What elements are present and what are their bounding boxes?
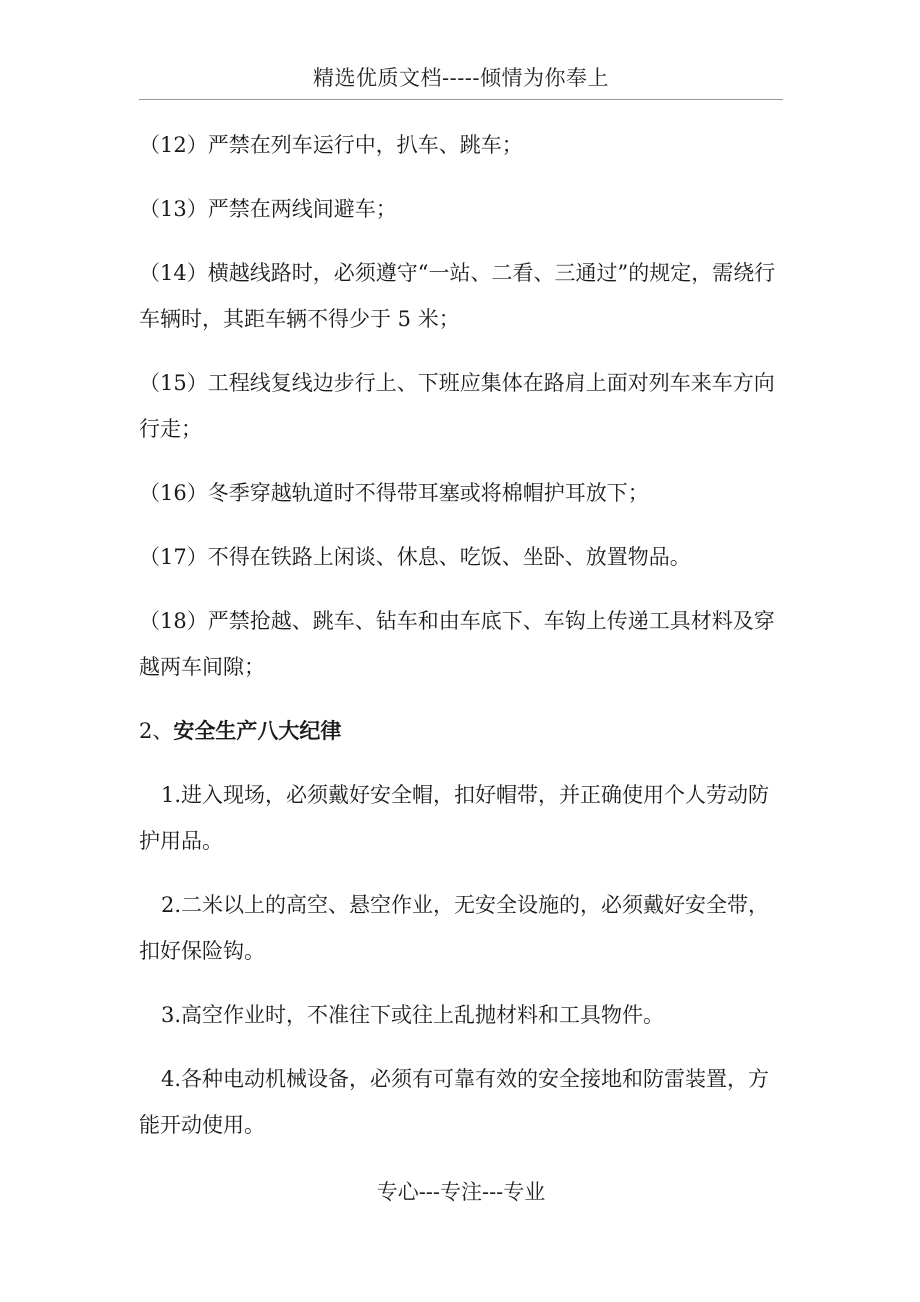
section-number: 2、 [139, 719, 174, 743]
section-heading [139, 708, 783, 754]
section-title: 安全生产八大纪律 [173, 718, 342, 743]
page-footer: 专心---专注---专业 [376, 1180, 546, 1204]
discipline-item: 1.进入现场，必须戴好安全帽，扣好帽带，并正确使用个人劳动防护用品。 [139, 783, 770, 853]
header-divider [139, 99, 783, 100]
rule-item: （15）工程线复线边步行上、下班应集体在路肩上面对列车来车方向行走； [139, 371, 775, 441]
rule-item: （17）不得在铁路上闲谈、休息、吃饭、坐卧、放置物品。 [139, 545, 691, 569]
discipline-item: 4.各种电动机械设备，必须有可靠有效的安全接地和防雷装置，方能开动使用。 [139, 1067, 770, 1137]
rule-item: （16）冬季穿越轨道时不得带耳塞或将棉帽护耳放下； [139, 481, 649, 505]
document-body [139, 122, 783, 1166]
discipline-item: 3.高空作业时，不准往下或往上乱抛材料和工具物件。 [161, 1003, 665, 1027]
rule-item: （13）严禁在两线间避车； [139, 197, 397, 221]
rule-item: （14）横越线路时，必须遵守“一站、二看、三通过”的规定，需绕行车辆时，其距车辆不得少于 5 米； [139, 261, 776, 331]
rule-item: （12）严禁在列车运行中，扒车、跳车； [139, 133, 523, 157]
discipline-item: 2.二米以上的高空、悬空作业，无安全设施的，必须戴好安全带，扣好保险钩。 [139, 893, 770, 963]
page-header: 精选优质文档-----倾情为你奉上 [313, 66, 609, 90]
rule-item: （18）严禁抢越、跳车、钻车和由车底下、车钩上传递工具材料及穿越两车间隙； [139, 609, 775, 679]
